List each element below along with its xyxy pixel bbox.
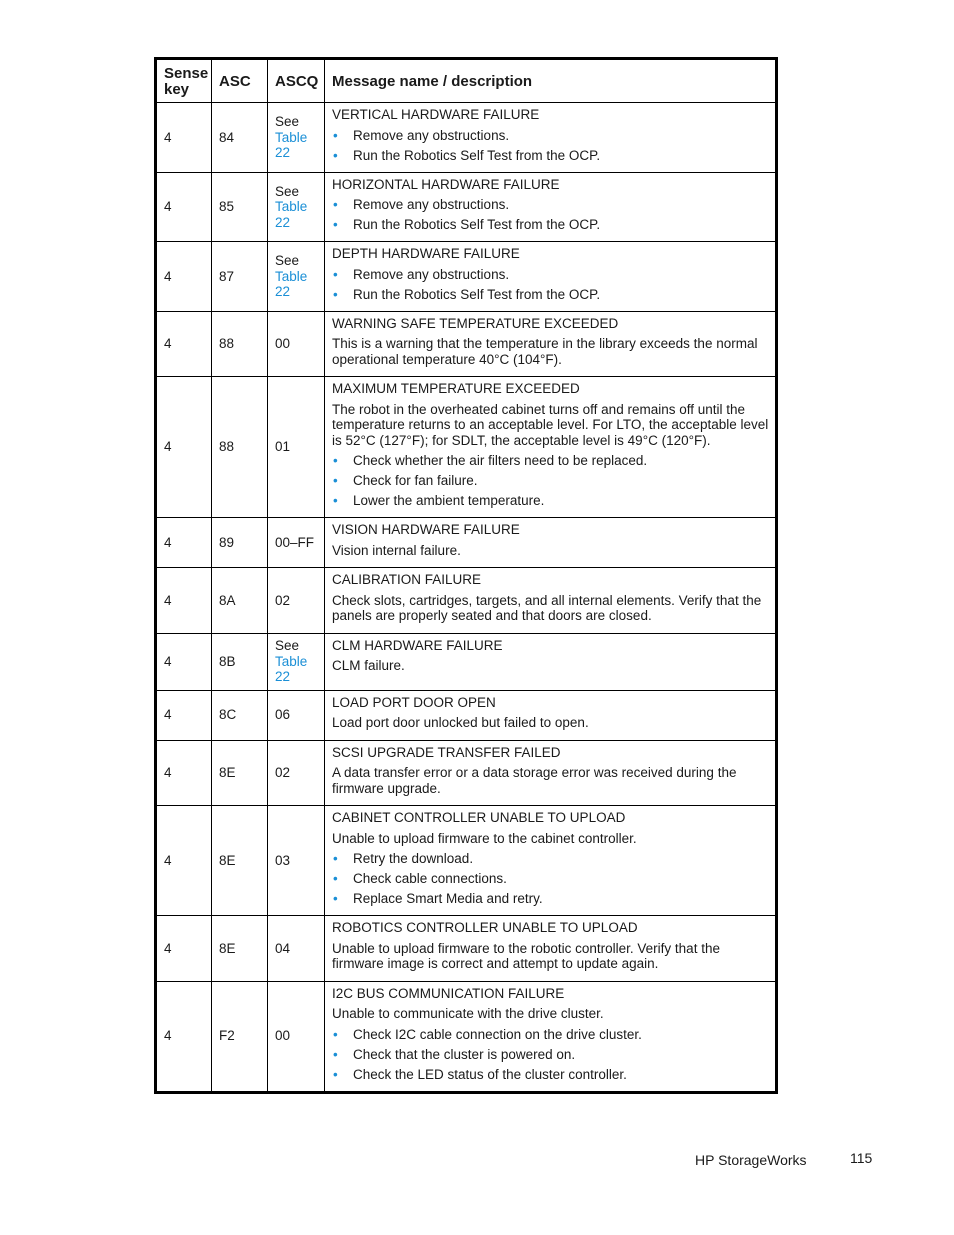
message-cell [325, 916, 777, 982]
message-description: Check slots, cartridges, targets, and all internal elements. Verify that the panels are properly seated and that doors are closed. [332, 592, 762, 623]
sense-key-cell: 4 [156, 311, 212, 377]
sense-key-cell: 4 [156, 633, 212, 690]
ascq-cell: 01 [268, 377, 325, 518]
sense-key-cell: 4 [156, 806, 212, 916]
table-row [156, 242, 777, 312]
asc-cell: 87 [212, 242, 268, 312]
table-header-row [156, 59, 777, 103]
bullet-item: • Replace Smart Media and retry. [332, 891, 769, 907]
sense-key-cell: 4 [156, 377, 212, 518]
bullet-item: • Check cable connections. [332, 871, 769, 887]
table-row [156, 172, 777, 242]
see-text: See [275, 183, 300, 199]
message-cell [325, 981, 777, 1092]
message-title: MAXIMUM TEMPERATURE EXCEEDED [332, 381, 580, 396]
ascq-cell: 02 [268, 568, 325, 634]
sense-key-cell: 4 [156, 518, 212, 568]
asc-cell: 8B [212, 633, 268, 690]
ascq-cell: 00–FF [268, 518, 325, 568]
table-number-link[interactable]: 22 [275, 284, 291, 299]
message-description: Load port door unlocked but failed to open. [332, 715, 589, 730]
bullet-item: • Check I2C cable connection on the drive cluster. [332, 1027, 769, 1043]
message-cell [325, 740, 777, 806]
table-row [156, 916, 777, 982]
message-title: CALIBRATION FAILURE [332, 572, 482, 587]
ascq-cell: 00 [268, 311, 325, 377]
message-cell [325, 806, 777, 916]
message-cell [325, 633, 777, 690]
table-row [156, 740, 777, 806]
sense-key-cell: 4 [156, 916, 212, 982]
asc-cell: 89 [212, 518, 268, 568]
ascq-cell [268, 633, 325, 690]
ascq-cell: 03 [268, 806, 325, 916]
asc-cell: F2 [212, 981, 268, 1092]
header-ascq: ASCQ [268, 59, 325, 103]
bullet-item: • Run the Robotics Self Test from the OCP. [332, 217, 769, 233]
message-cell [325, 568, 777, 634]
message-description: The robot in the overheated cabinet turns off and remains off until the temperature returns to an acceptable level. For LTO, the acceptable level is 52°C (127°F); for SDLT, the acceptable level is 49°C (120°F). [332, 401, 769, 448]
asc-cell: 84 [212, 103, 268, 173]
table-row [156, 690, 777, 740]
message-description: A data transfer error or a data storage error was received during the firmware upgrade. [332, 765, 737, 796]
message-description: Vision internal failure. [332, 542, 461, 558]
asc-cell: 8E [212, 806, 268, 916]
sense-key-cell: 4 [156, 568, 212, 634]
ascq-cell [268, 242, 325, 312]
message-title: SCSI UPGRADE TRANSFER FAILED [332, 744, 561, 760]
ascq-cell: 06 [268, 690, 325, 740]
sense-key-cell: 4 [156, 172, 212, 242]
bullet-item: • Check the LED status of the cluster controller. [332, 1067, 769, 1083]
bullet-item: • Remove any obstructions. [332, 197, 769, 213]
bullet-list [332, 851, 769, 907]
message-cell [325, 690, 777, 740]
sense-code-table [154, 57, 778, 1094]
message-title: LOAD PORT DOOR OPEN [332, 694, 496, 710]
ascq-cell [268, 172, 325, 242]
asc-cell: 85 [212, 172, 268, 242]
sense-key-cell: 4 [156, 740, 212, 806]
bullet-list [332, 453, 769, 509]
table-row [156, 806, 777, 916]
asc-cell: 8C [212, 690, 268, 740]
bullet-list [332, 128, 769, 164]
message-title: CABINET CONTROLLER UNABLE TO UPLOAD [332, 810, 626, 825]
message-title: VERTICAL HARDWARE FAILURE [332, 107, 540, 122]
message-title: VISION HARDWARE FAILURE [332, 522, 520, 537]
message-cell [325, 311, 777, 377]
table-row [156, 981, 777, 1092]
bullet-item: • Run the Robotics Self Test from the OCP. [332, 148, 769, 164]
message-description: This is a warning that the temperature in the library exceeds the normal operational temperature 40°C (104°F). [332, 336, 758, 367]
bullet-list [332, 1027, 769, 1083]
bullet-item: • Lower the ambient temperature. [332, 493, 769, 509]
header-message: Message name / description [325, 59, 777, 103]
message-title: HORIZONTAL HARDWARE FAILURE [332, 176, 560, 192]
ascq-cell [268, 103, 325, 173]
bullet-item: • Check that the cluster is powered on. [332, 1047, 769, 1063]
table-link[interactable]: Table [275, 653, 308, 669]
table-link[interactable]: Table [275, 129, 308, 145]
table-number-link[interactable]: 22 [275, 214, 291, 230]
bullet-item: • Remove any obstructions. [332, 128, 769, 144]
message-cell [325, 103, 777, 173]
message-cell [325, 242, 777, 312]
message-title: ROBOTICS CONTROLLER UNABLE TO UPLOAD [332, 920, 638, 935]
bullet-item: • Retry the download. [332, 851, 769, 867]
table-number-link[interactable]: 22 [275, 145, 291, 160]
table-row [156, 311, 777, 377]
message-cell [325, 377, 777, 518]
bullet-list [332, 267, 769, 303]
ascq-cell: 04 [268, 916, 325, 982]
message-cell [325, 172, 777, 242]
message-title: I2C BUS COMMUNICATION FAILURE [332, 985, 565, 1001]
footer-title: HP StorageWorks [695, 1152, 807, 1168]
message-description: Unable to upload firmware to the robotic controller. Verify that the firmware image is correct and attempt to update again. [332, 940, 720, 971]
table-row [156, 633, 777, 690]
asc-cell: 88 [212, 377, 268, 518]
ascq-cell: 00 [268, 981, 325, 1092]
table-row [156, 518, 777, 568]
see-text: See [275, 114, 300, 129]
message-description: Unable to upload firmware to the cabinet controller. [332, 830, 637, 846]
message-description: Unable to communicate with the drive cluster. [332, 1006, 604, 1021]
header-sense-key: Sense key [156, 59, 212, 103]
asc-cell: 8A [212, 568, 268, 634]
message-description: CLM failure. [332, 658, 405, 673]
sense-key-cell: 4 [156, 242, 212, 312]
ascq-cell: 02 [268, 740, 325, 806]
page-number: 115 [850, 1150, 873, 1166]
message-title: DEPTH HARDWARE FAILURE [332, 246, 520, 261]
see-text: See [275, 253, 300, 268]
asc-cell: 88 [212, 311, 268, 377]
bullet-item: • Run the Robotics Self Test from the OCP. [332, 287, 769, 303]
table-row [156, 377, 777, 518]
asc-cell: 8E [212, 916, 268, 982]
header-asc: ASC [212, 59, 268, 103]
table-number-link[interactable]: 22 [275, 669, 291, 685]
sense-key-cell: 4 [156, 981, 212, 1092]
table-link[interactable]: Table [275, 199, 308, 214]
message-title: WARNING SAFE TEMPERATURE EXCEEDED [332, 315, 619, 331]
bullet-item: • Remove any obstructions. [332, 267, 769, 283]
message-title: CLM HARDWARE FAILURE [332, 637, 503, 653]
bullet-list [332, 197, 769, 233]
table-row [156, 568, 777, 634]
see-text: See [275, 638, 300, 654]
bullet-item: • Check whether the air filters need to be replaced. [332, 453, 769, 469]
sense-key-cell: 4 [156, 690, 212, 740]
sense-key-cell: 4 [156, 103, 212, 173]
asc-cell: 8E [212, 740, 268, 806]
table-link[interactable]: Table [275, 268, 308, 284]
table-row [156, 103, 777, 173]
message-cell [325, 518, 777, 568]
bullet-item: • Check for fan failure. [332, 473, 769, 489]
